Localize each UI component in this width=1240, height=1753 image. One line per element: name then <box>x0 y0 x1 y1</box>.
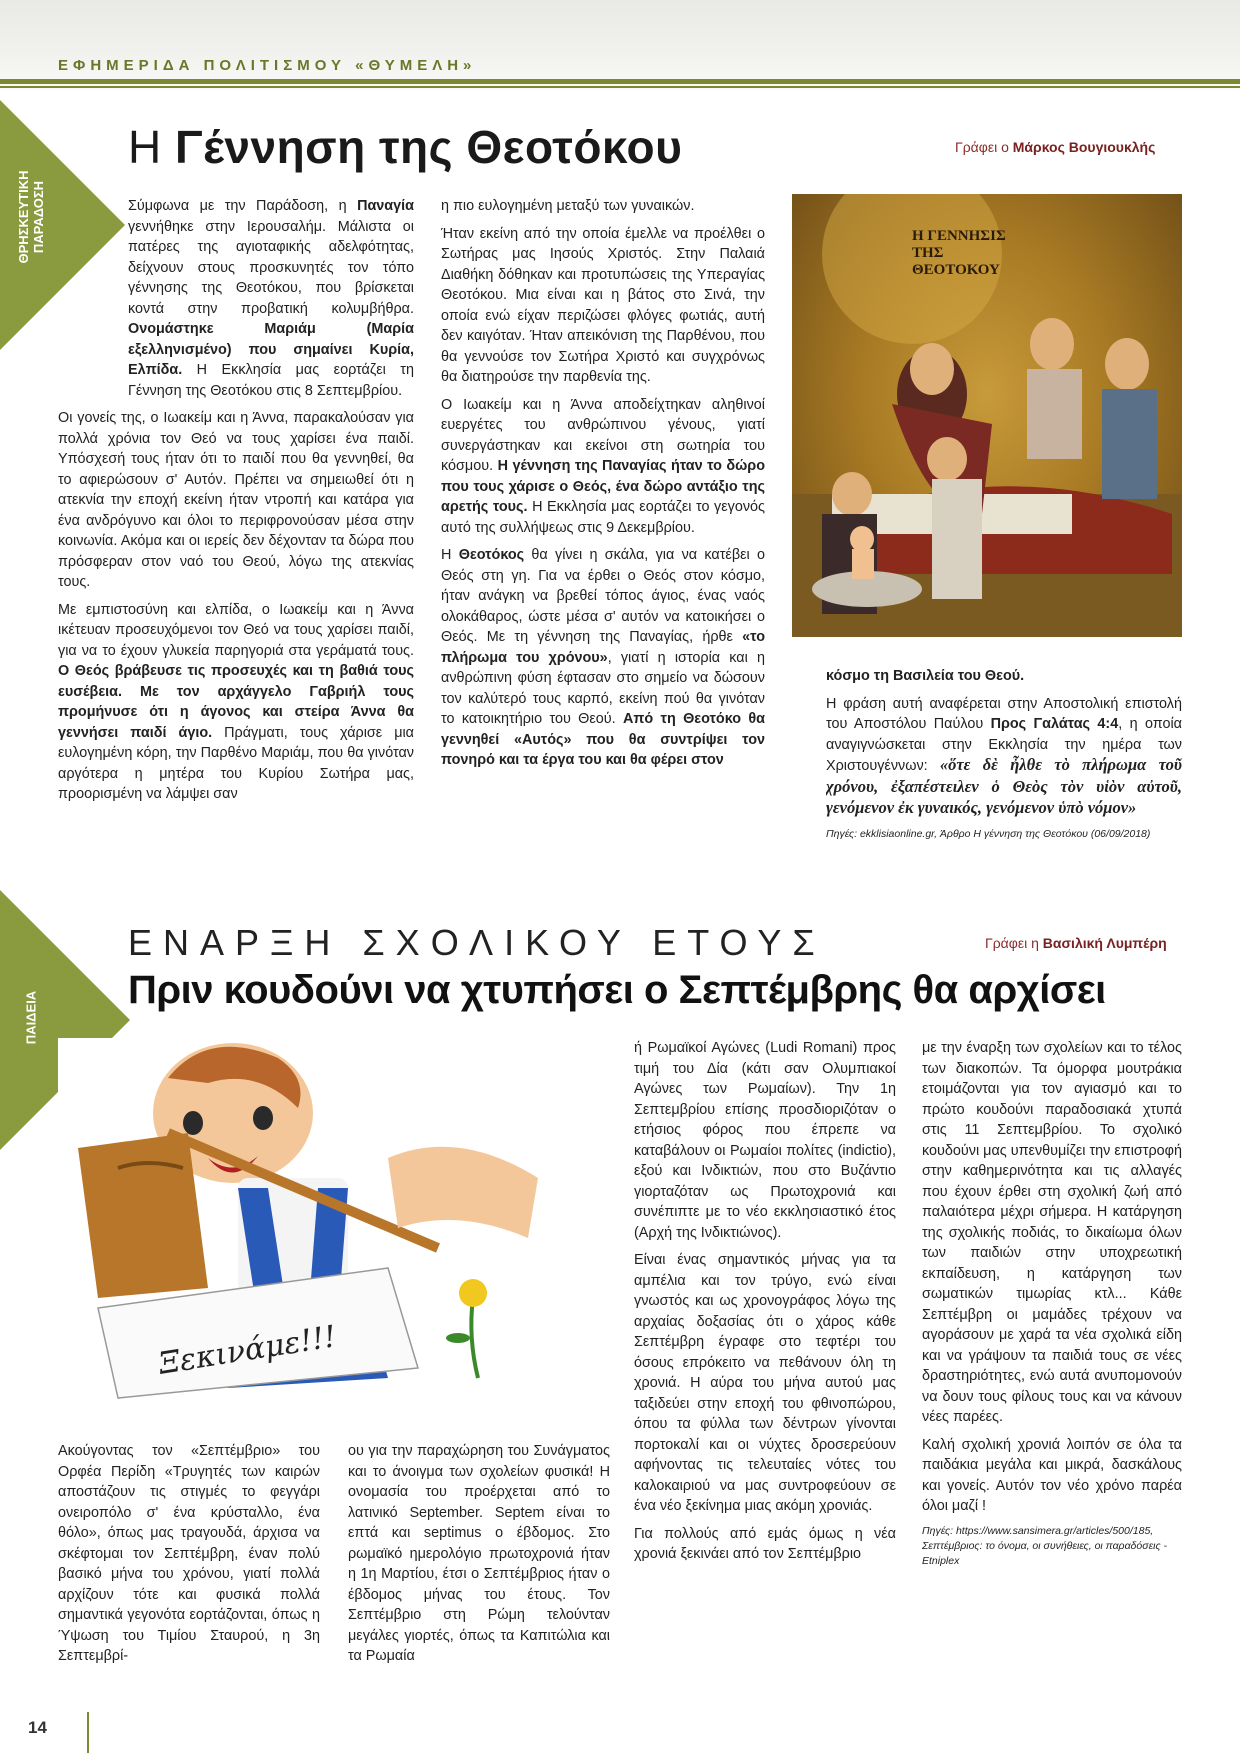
illustration-drawing <box>58 1038 620 1410</box>
article1-title-bold: Γέννηση της Θεοτόκου <box>175 121 683 173</box>
header-rule-thin <box>0 86 1240 88</box>
article2-title: Πριν κουδούνι να χτυπήσει ο Σεπτέμβρης θα αρχίσει <box>128 968 1106 1012</box>
paragraph: κόσμο τη Βασιλεία του Θεού. <box>826 668 1025 684</box>
section-label-education: ΠΑΙΔΕΙΑ <box>23 990 39 1045</box>
illustration-sign-text: Ξεκινάμε!!! <box>156 1319 339 1382</box>
paragraph: Η φράση αυτή αναφέρεται στην Αποστολική επιστολή του Αποστόλου Παύλου Προς Γαλάτας 4:4, η οποία αναγιγνώσκεται στην Εκκλησία την ημέρα των Χριστουγέννων: «ὅτε δὲ ἦλθε τὸ πλήρωμα τοῦ χρόνου, ἐξαπέστειλεν ὁ Θεὸς τὸν υἱὸν αὐτοῦ, γενόμενον ἐκ γυναικός, γενόμενον ὑπὸ νόμον» <box>826 695 1182 817</box>
byline-author: Μάρκος Βουγιουκλής <box>1012 139 1156 155</box>
article2-column-1 <box>58 1441 320 1709</box>
byline-author: Βασιλική Λυμπέρη <box>1042 935 1167 951</box>
paragraph: με την έναρξη των σχολείων και το τέλος των διακοπών. Τα όμορφα μουτράκια ετοιμάζονται για τον αγιασμό και το πρώτο κουδούνι παραδοσιακά χτυπά στις 11 Σεπτεμβρίου. Το σχολικό κουδούνι μας υπενθυμίζει την επιστροφή στην καθημερινότητα και τις αλλαγές που έχουν έρθει στη σχολική ζωή από παλαιότερα μέχρι σήμερα. Η κατάργηση της σχολικής ποδιάς, το δικαίωμα όλων των παιδιών στην υποχρεωτική εκπαίδευση, η κατάργηση των σωματικών τιμωρίας κτλ... Κάθε Σεπτέμβρη οι μαμάδες τρέχουν να αγοράσουν με χαρά τα νέα σχολικά είδη και να γράψουν τα παιδιά τους σε νέες δραστηριότητες, ενώ αυτά ανυπομονούν να δουν τους φίλους τους και να κάνουν νέες παρέες. <box>922 1040 1182 1425</box>
section-label-religion: ΘΡΗΣΚΕΥΤΙΚΗ ΠΑΡΑΔΟΣΗ <box>16 170 46 264</box>
paragraph: Ήταν εκείνη από την οποία έμελλε να προέλθει ο Σωτήρας μας Ιησούς Χριστός. Στην Παλαιά Διαθήκη δόθηκαν και προτυπώσεις της Υπεραγίας Θεοτόκου. Μια είναι και η βάτος στο Σινά, την οποία ενώ είχαν περιζώσει φλόγες φωτιάς, αυτή δεν καιγόταν. Ήταν απεικόνιση της Παρθένου, που θα γεννούσε τον Σωτήρα Χριστό και συγχρόνως θα διατηρούσε την παρθενία της. <box>441 225 765 385</box>
paragraph: Ο Ιωακείμ και η Άννα αποδείχτηκαν αληθινοί ευεργέτες του ανθρώπινου γένους, γιατί συνεργάστηκαν και εκείνοι στη σωτηρία του κόσμου. Η γέννηση της Παναγίας ήταν το δώρο που τους χάρισε ο Θεός, ένα δώρο αντάξιο της αρετής τους. Η Εκκλησία μας εορτάζει το γεγονός αυτό της συλλήψεως στις 9 Δεκεμβρίου. <box>441 396 765 536</box>
nativity-mosaic-image <box>792 194 1182 637</box>
schoolboy-illustration <box>58 1038 620 1410</box>
article1-title-light: Η <box>128 121 162 173</box>
article2-column-2 <box>348 1441 610 1709</box>
float-spacer <box>58 196 128 381</box>
paragraph: Σύμφωνα με την Παράδοση, η Παναγία γεννήθηκε στην Ιερουσαλήμ. Μάλιστα οι πατέρες της αγιοταφικής αδελφότητας, δείχνουν στους προσκυνητές τον τόπο γέννησης της Θεοτόκου, που βρίσκεται κοντά στην προβατική κολυμβήθρα. Ονομάστηκε Μαριάμ (Μαρία εξελληνισμένο) που σημαίνει Κυρία, Ελπίδα. Η Εκκλησία μας εορτάζει τη Γέννηση της Θεοτόκου στις 8 Σεπτεμβρίου. <box>128 198 414 399</box>
paragraph: Είναι ένας σημαντικός μήνας για τα αμπέλια και τον τρύγο, ενώ είναι γνωστός και ως χρονογράφος λόγω της αρχαίας δοξασίας ότι ο χάρος κάθε Σεπτέμβρη έγραφε στο τεφτέρι του όσους επρόκειτο να πεθάνουν όλη τη χρονιά. Η αύρα του μήνα αυτού μας ταξιδεύει στην εποχή του φθινοπώρου, όπου τα φύλλα των δέντρων γίνονται πορτοκαλί και οι νύχτες δροσερεύουν αφήνοντας τις τελευταίες νότες του καλοκαιριού να μας συντροφεύουν σε ένα νέο ξεκίνημα μιας ακόμη χρονιάς. <box>634 1252 896 1514</box>
article1-source: Πηγές: ekklisiaonline.gr, Άρθρο Η γέννηση της Θεοτόκου (06/09/2018) <box>826 827 1151 840</box>
article1-title <box>128 120 682 174</box>
paragraph: ή Ρωμαϊκοί Αγώνες (Ludi Romani) προς τιμή του Δία (κάτι σαν Ολυμπιακοί Αγώνες των Ρωμαίων). Την 1η Σεπτεμβρίου επίσης προσδιοριζόταν ο ετήσιος φόρος που έπρεπε να καταβάλουν οι Ρωμαίοι πολίτες (indictio), εξού και Ινδικτιών, που στο Βυζάντιο γιορταζόταν ως Πρωτοχρονιά και συνέπιπτε με το νέο εκκλησιαστικό έτος (Αρχή της Ινδικτιώνος). <box>634 1040 896 1241</box>
header-rule <box>0 79 1240 84</box>
article1-column-2 <box>441 196 765 886</box>
article2-source: Πηγές: https://www.sansimera.gr/articles/500/185, Σεπτέμβριος: το όνομα, οι συνήθειες, οι παραδόσεις - Etniplex <box>922 1524 1168 1567</box>
paragraph: Η Θεοτόκος θα γίνει η σκάλα, για να κατέβει ο Θεός στη γη. Για να έρθει ο Θεός στον κόσμο, ήταν ανάγκη να βρεθεί τόπος άγιος, ένας ναός ολοκάθαρος, ώστε μέσα σ' αυτόν να κατοικήσει ο Θεός. Με τη γέννηση της Παναγίας, ήρθε «το πλήρωμα του χρόνου», γιατί η ιστορία και η ανθρώπινη φύση έφτασαν στο σημείο να δώσουν τον καλύτερό τους καρπό, εκείνη πού θα γινόταν το κατοικητήριο του Θεού. Από τη Θεοτόκο θα γεννηθεί «Αυτός» που θα συντρίψει τον πονηρό και τα έργα του και θα φέρει στον <box>441 547 765 768</box>
article2-byline <box>985 935 1167 951</box>
article2-kicker: ΕΝΑΡΞΗ ΣΧΟΛΙΚΟΥ ΕΤΟΥΣ <box>128 922 826 963</box>
paragraph: Με εμπιστοσύνη και ελπίδα, ο Ιωακείμ και η Άννα ικέτευαν προσευχόμενοι τον Θεό να τους χαρίσει παιδί, για να το έχουν γλυκεία παρηγοριά στα γεράματά τους. Ο Θεός βράβευσε τις προσευχές και τη βαθιά τους ευσέβεια. Με τον αρχάγγελο Γαβριήλ τους προμήνυσε ότι η άγονος και στείρα Άννα θα γεννήσει παιδί άγιο. Πράγματι, τους χάρισε μια ευλογημένη κόρη, την Παρθένο Μαριάμ, που θα γινόταν αργότερα η μητέρα του Κυρίου Σωτήρα μας, προορισμένη να λάμψει σαν <box>58 601 414 802</box>
article1-column-3 <box>826 666 1182 896</box>
paragraph: Οι γονείς της, ο Ιωακείμ και η Άννα, παρακαλούσαν για πολλά χρόνια τον Θεό να τους χαρίσει ένα παιδί. Υπόσχεσή τους ήταν ότι το παιδί που θα γεννηθεί, θα το αφιερώσουν σ' Αυτόν. Πρέπει να σημειωθεί ότι η ατεκνία την εποχή εκείνη ήταν ντροπή και κατάρα για ένα ανδρόγυνο και όλοι το περιφρονούσαν μέσα στην κοινωνία. Ακόμα και οι ιερείς δεν δέχονταν τα δώρα που πρόσφεραν στον ναό του Θεού, λόγω της ατεκνίας τους. <box>58 410 414 590</box>
article1-column-1 <box>58 196 414 886</box>
paragraph: Καλή σχολική χρονιά λοιπόν σε όλα τα παιδάκια μεγάλα και μικρά, δασκάλους και γονείς. Αυτόν τον νέο χρόνο παρέα όλοι μαζί ! <box>922 1436 1182 1514</box>
article1-byline <box>955 139 1155 155</box>
page-number-rule <box>87 1712 89 1753</box>
article2-column-4 <box>922 1038 1182 1728</box>
mosaic-inscription: Η ΓΕΝΝΗΣΙΣ ΤΗΣ ΘΕΟΤΟΚΟΥ <box>912 228 1006 278</box>
header-texture <box>0 0 1240 90</box>
byline-prefix: Γράφει ο <box>955 139 1009 155</box>
paragraph: η πιο ευλογημένη μεταξύ των γυναικών. <box>441 198 695 214</box>
byline-prefix: Γράφει η <box>985 935 1039 951</box>
paragraph: Ακούγοντας τον «Σεπτέμβριο» του Ορφέα Περίδη «Τρυγητές των καιρών αποστάζουν τις στιγμές το φεγγάρι ονειροπόλο σ' ένα κρύσταλλο, ένα θόλο», όπως μας τραγουδά, άρχισα να σκέφτομαι τον Σεπτέμβρη, έναν πολύ βασικό μήνα του χρόνου, γιατί πολλά αρχίζουν τότε και φυσικά πολλά σημαντικά γεγονότα εορτάζονται, όπως η Ύψωση του Τιμίου Σταυρού, η 3η Σεπτεμβρί- <box>58 1443 320 1664</box>
article2-column-3 <box>634 1038 896 1728</box>
page-number: 14 <box>28 1718 47 1737</box>
masthead: ΕΦΗΜΕΡΙΔΑ ΠΟΛΙΤΙΣΜΟΥ «ΘΥΜΕΛΗ» <box>58 57 477 74</box>
paragraph: Για πολλούς από εμάς όμως η νέα χρονιά ξεκινάει από τον Σεπτέμβριο <box>634 1525 896 1562</box>
paragraph: ου για την παραχώρηση του Συνάγματος και το άνοιγμα των σχολείων φυσικά! Η ονομασία του προέρχεται από το λατινικό September. Septem είναι το επτά και septimus ο έβδομος. Στο ρωμαϊκό ημερολόγιο πρωτοχρονιά ήταν η 1η Μαρτίου, έτσι ο Σεπτέμβριος ήταν ο έβδομος μήνας του έτους. Τον Σεπτέμβριο στη Ρώμη τελούνταν μεγάλες γιορτές, όπως τα Καπιτώλια και τα Ρωμαία <box>348 1443 610 1664</box>
